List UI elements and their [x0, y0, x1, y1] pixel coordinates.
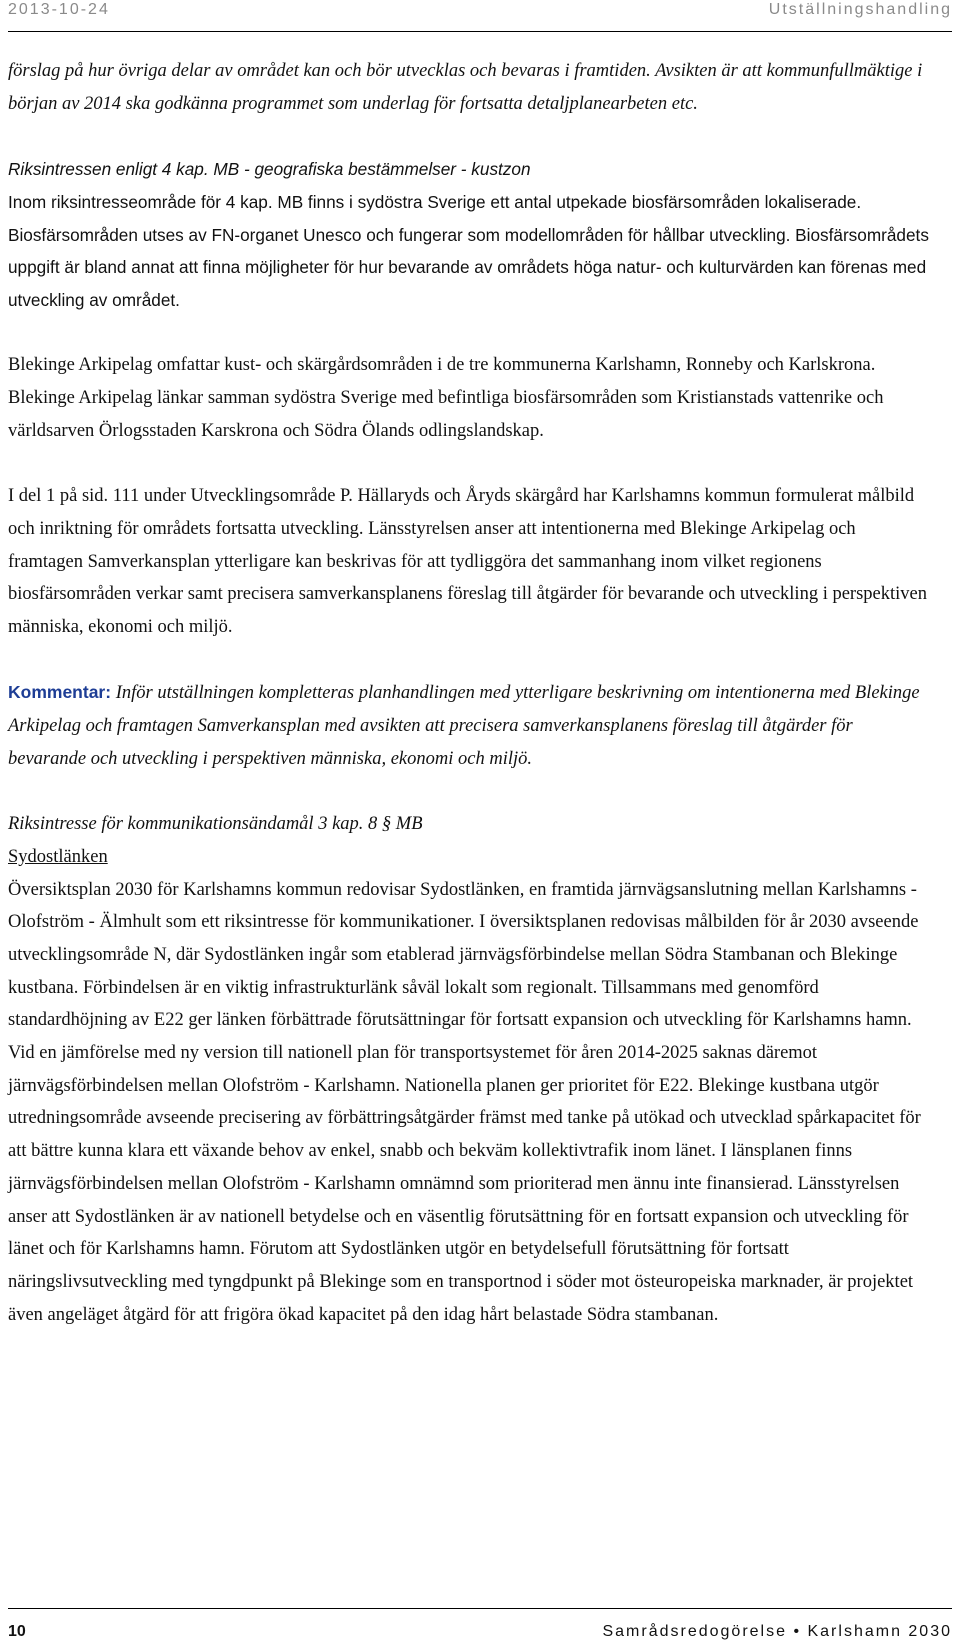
header-date: 2013-10-24 — [8, 1, 110, 18]
paragraph-gap — [8, 317, 933, 350]
kommentar-paragraph — [8, 676, 933, 775]
page-number: 10 — [8, 1623, 26, 1640]
biosfar-paragraph: Inom riksintresseområde för 4 kap. MB finns i sydöstra Sverige ett antal utpekade biosfärsområden lokaliserade. Biosfärsområden utses av FN-organet Unesco och fungerar som modellområden för hållbar utveckling. Biosfärsområdets uppgift är bland annat att finna möjligheter för hur bevarande av områdets höga natur- och kulturvärden kan förenas med utveckling av området. — [8, 191, 929, 310]
sydostlanken-heading: Sydostlänken — [8, 846, 108, 867]
page-header — [8, 0, 952, 20]
kommunikation-heading: Riksintresse för kommunikationsändamål 3 kap. 8 § MB — [8, 814, 423, 835]
paragraph-gap — [8, 447, 933, 480]
page-footer — [8, 1620, 952, 1644]
paragraph-gap — [8, 120, 933, 153]
intro-paragraph: förslag på hur övriga delar av området kan och bör utvecklas och bevaras i framtiden. Avsikten är att kommunfullmäktige i början av 2014 ska godkänna programmet som underlag för fortsatta detaljplanearbeten etc. — [8, 61, 923, 114]
header-rule — [8, 31, 952, 32]
sydostlanken-paragraph: Översiktsplan 2030 för Karlshamns kommun redovisar Sydostlänken, en framtida järnvägsanslutning mellan Karlshamns - Olofström - Älmhult som ett riksintresse för kommunikationer. I översiktsplanen redovisas målbilden för år 2030 avseende utvecklingsområde N, där Sydostlänken ingår som etablerad järnvägsförbindelse mellan Södra Stambanan och Blekinge kustbana. Förbindelsen är en viktig infrastrukturlänk såväl lokalt som regionalt. Tillsammans med genomförd standardhöjning av E22 ger länken förbättrade förutsättningar för fortsatt expansion och utveckling för Karlshamns hamn. Vid en jämförelse med ny version till nationell plan för transportsystemet för åren 2014-2025 saknas däremot järnvägsförbindelsen mellan Olofström - Karlshamn. Nationella planen ger prioritet för E22. Blekinge kustbana utgör utredningsområde avseende precisering av förbättringsåtgärder främst med tanke på utökad och utvecklad spårkapacitet för att bättre kunna klara ett växande behov av enkel, snabb och bekväm kollektivtrafik inom länet. I länsplanen finns järnvägsförbindelsen mellan Olofström - Karlshamn omnämnd som prioriterad men ännu inte finansierad. Länsstyrelsen anser att Sydostlänken är av nationell betydelse och en väsentlig förutsättning för en fortsatt expansion och utveckling för länet och för Karlshamns hamn. Förutom att Sydostlänken utgör en betydelsefull förutsättning för fortsatt näringslivsutveckling med tyngdpunkt på Blekinge som en transportnod i söder mot östeuropeiska marknader, är projektet även angeläget åtgärd för att frigöra ökad kapacitet på den idag hårt belastade Södra stambanan. — [8, 879, 921, 1325]
riksintresse-heading: Riksintressen enligt 4 kap. MB - geografiska bestämmelser - kustzon — [8, 159, 531, 180]
paragraph-gap — [8, 644, 933, 677]
kommentar-text: Inför utställningen kompletteras planhandlingen med ytterligare beskrivning om intentionerna med Blekinge Arkipelag och framtagen Samverkansplan med avsikten att precisera samverkansplanens föreslag till åtgärder för bevarande och utveckling i perspektiven människa, ekonomi och miljö. — [8, 683, 920, 769]
kommentar-label: Kommentar: — [8, 682, 112, 703]
idel-paragraph: I del 1 på sid. 111 under Utvecklingsområde P. Hällaryds och Åryds skärgård har Karlshamns kommun formulerat målbild och inriktning för områdets fortsatta utveckling. Länsstyrelsen anser att intentionerna med Blekinge Arkipelag och framtagen Samverkansplan ytterligare kan beskrivas för att tydliggöra det sammanhang inom vilket regionens biosfärsområden verkar samt precisera samverkansplanens föreslag till åtgärder för bevarande och utveckling i perspektiven människa, ekonomi och miljö. — [8, 486, 927, 637]
footer-rule — [8, 1608, 952, 1609]
blekinge-paragraph: Blekinge Arkipelag omfattar kust- och skärgårdsområden i de tre kommunerna Karlshamn, Ronneby och Karlskrona. Blekinge Arkipelag länkar samman sydöstra Sverige med befintliga biosfärsområden som Kristianstads vattenrike och världsarven Örlogsstaden Karskrona och Södra Ölands odlingslandskap. — [8, 355, 884, 441]
footer-title: Samrådsredogörelse • Karlshamn 2030 — [602, 1623, 952, 1640]
page-content — [8, 55, 933, 1331]
paragraph-gap — [8, 775, 933, 808]
header-doc-type: Utställningshandling — [768, 1, 952, 18]
